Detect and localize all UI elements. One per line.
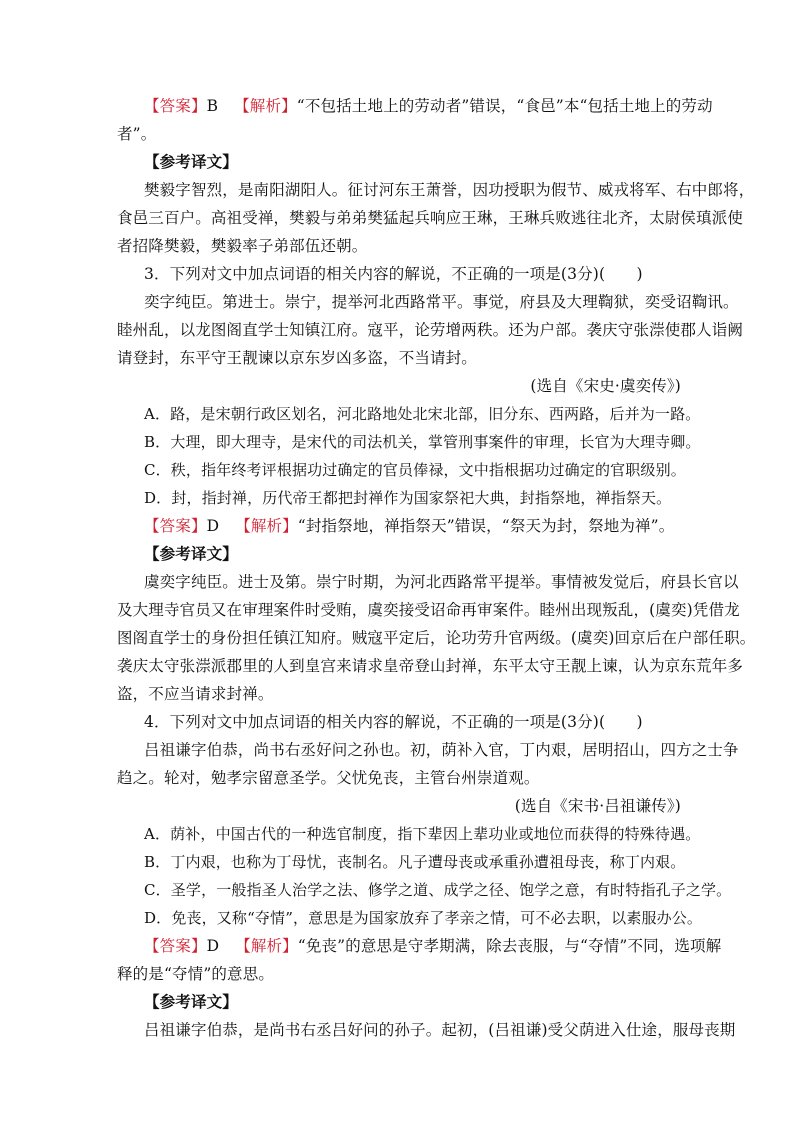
text-span: 请登封，东平守王靓谏以京东岁凶多盗，不当请封。: [117, 349, 477, 367]
answer-tag: 【解析】: [234, 97, 297, 115]
text-span: “免丧”的意思是守孝期满，除去丧服，与“夺情”不同，选项解: [297, 937, 722, 955]
text-line: [117, 684, 681, 704]
text-span: 趋之。轮对，勉孝宗留意圣学。父忧免丧，主管台州崇道观。: [117, 769, 540, 787]
text-span: 【参考译文】: [144, 992, 238, 1011]
answer-tag: 【解析】: [235, 937, 298, 955]
text-span: B．大理，即大理寺，是宋代的司法机关，掌管刑事案件的审理，长官为大理寺卿。: [144, 433, 701, 451]
text-span: 吕祖谦字伯恭，是尚书右丞吕好问的孙子。起初，(吕祖谦)受父荫进入仕途，服母丧期: [144, 1021, 736, 1039]
text-line: [144, 264, 681, 284]
text-span: D．免丧，又称“夺情”，意思是为国家放弃了孝亲之情，可不必去职，以素服办公。: [144, 909, 703, 927]
text-span: 4．下列对文中加点词语的相关内容的解说，不正确的一项是(3分)( ): [144, 713, 643, 731]
answer-tag: 【答案】: [144, 97, 207, 115]
text-line: [144, 488, 681, 508]
text-line: [117, 600, 740, 620]
text-line: [117, 964, 681, 984]
text-span: 睦州乱，以龙图阁直学士知镇江府。寇平，论劳增两秩。还为户部。袭庆守张漴使郡人诣阙: [117, 321, 744, 339]
text-line: [144, 96, 713, 116]
text-span: B．丁内艰，也称为丁母忧，丧制名。凡子遭母丧或承重孙遭祖母丧，称丁内艰。: [144, 853, 686, 871]
text-span: 食邑三百户。高祖受禅，樊毅与弟弟樊猛起兵响应王琳，王琳兵败逃往北齐，太尉侯瑱派使: [117, 209, 744, 227]
answer-tag: 【解析】: [235, 517, 298, 535]
text-span: 盗，不应当请求封禅。: [117, 685, 274, 703]
text-line: [117, 348, 681, 368]
text-span: “封指祭地，禅指祭天”错误，“祭天为封，祭地为禅”。: [297, 517, 675, 535]
text-line: [144, 516, 681, 536]
text-line: [144, 740, 739, 760]
text-line: [117, 796, 681, 816]
text-line: [144, 180, 755, 200]
text-span: 【参考译文】: [144, 544, 238, 563]
text-line: [117, 236, 681, 256]
text-line: [144, 852, 686, 872]
text-span: A．路，是宋朝行政区划名，河北路地处北宋北部，旧分东、西两路，后并为一路。: [144, 405, 701, 423]
text-span: 释的是“夺情”的意思。: [117, 965, 274, 983]
text-span: 袭庆太守张漴派郡里的人到皇宫来请求皇帝登山封禅，东平太守王靓上谏，认为京东荒年多: [117, 657, 744, 675]
text-line: [144, 460, 686, 480]
text-line: [117, 656, 744, 676]
text-span: C．秩，指年终考评根据功过确定的官员俸禄，文中指根据功过确定的官职级别。: [144, 461, 686, 479]
text-span: 及大理寺官员又在审理案件时受贿，虞奕接受诏命再审案件。睦州出现叛乱，(虞奕)凭借龙: [117, 601, 740, 619]
text-line: [117, 628, 756, 648]
text-span: “不包括土地上的劳动者”错误，“食邑”本“包括土地上的劳动: [296, 97, 713, 115]
text-line: [144, 936, 722, 956]
text-line: [144, 992, 681, 1012]
text-line: [144, 544, 681, 564]
text-line: [144, 880, 732, 900]
text-line: [117, 320, 744, 340]
answer-tag: 【答案】: [144, 937, 207, 955]
text-line: [117, 376, 681, 396]
text-line: [144, 292, 739, 312]
text-span: A．荫补，中国古代的一种选官制度，指下辈因上辈功业或地位而获得的特殊待遇。: [144, 825, 701, 843]
text-line: [144, 152, 681, 172]
text-span: 者招降樊毅，樊毅率子弟部伍还朝。: [117, 237, 368, 255]
text-span: 樊毅字智烈，是南阳湖阳人。征讨河东王萧誉，因功授职为假节、威戎将军、右中郎将，: [144, 181, 755, 199]
text-line: [144, 824, 701, 844]
text-line: [144, 908, 703, 928]
text-span: 吕祖谦字伯恭，尚书右丞好问之孙也。初，荫补入官，丁内艰，居明招山，四方之士争: [144, 741, 739, 759]
text-line: [144, 572, 739, 592]
text-line: [117, 768, 681, 788]
text-span: B: [206, 97, 219, 115]
text-span: 图阁直学士的身份担任镇江知府。贼寇平定后，论功劳升官两级。(虞奕)回京后在户部任职。: [117, 629, 756, 647]
text-line: [117, 208, 744, 228]
text-span: D: [206, 937, 220, 955]
text-span: D．封，指封禅，历代帝王都把封禅作为国家祭祀大典，封指祭地，禅指祭天。: [144, 489, 672, 507]
text-span: 虞奕字纯臣。进士及第。崇宁时期，为河北西路常平提举。事情被发觉后，府县长官以: [144, 573, 739, 591]
text-span: (选自《宋史·虞奕传》): [530, 377, 681, 395]
text-line: [144, 404, 701, 424]
text-span: 者”。: [117, 125, 157, 143]
text-span: D: [206, 517, 220, 535]
text-span: C．圣学，一般指圣人治学之法、修学之道、成学之径、饱学之意，有时特指孔子之学。: [144, 881, 732, 899]
answer-tag: 【答案】: [144, 517, 207, 535]
text-line: [144, 1020, 736, 1040]
text-span: 3．下列对文中加点词语的相关内容的解说，不正确的一项是(3分)( ): [144, 265, 643, 283]
text-line: [144, 432, 701, 452]
text-line: [144, 712, 681, 732]
text-span: 奕字纯臣。第进士。崇宁，提举河北西路常平。事觉，府县及大理鞫狱，奕受诏鞫讯。: [144, 293, 739, 311]
text-span: 【参考译文】: [144, 152, 238, 171]
text-span: (选自《宋书·吕祖谦传》): [514, 797, 681, 815]
text-line: [117, 124, 681, 144]
